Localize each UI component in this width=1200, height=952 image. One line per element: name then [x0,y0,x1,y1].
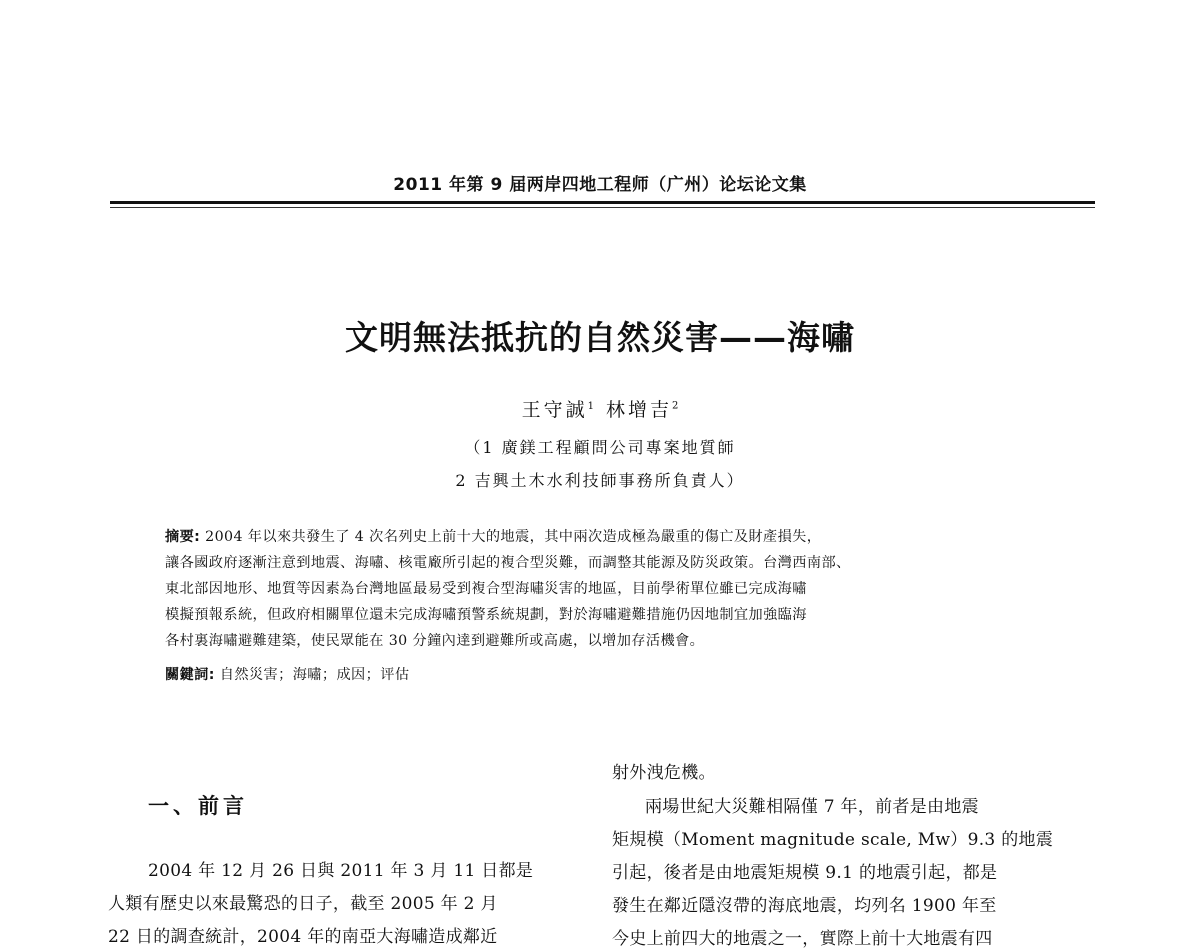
keywords-label: 關鍵詞: [165,667,215,683]
header-rule-thick [110,201,1095,204]
affiliation-line: 2 吉興土木水利技師事務所負責人） [455,471,745,490]
abstract-line [165,524,1045,550]
right-column-line: 引起，後者是由地震矩規模 9.1 的地震引起，都是 [612,863,998,883]
abstract-label: 摘要: [165,529,201,545]
right-column-line: 今史上前四大的地震之一，實際上前十大地震有四 [612,929,993,949]
keywords-line [165,664,409,684]
keywords-text: 自然災害；海嘯；成因；评估 [219,667,410,683]
author-superscript: 2 [672,400,679,412]
abstract-line: 東北部因地形、地質等因素為台灣地區最易受到複合型海嘯災害的地區，目前學術單位雖已完成海嘯 [165,581,807,597]
abstract-block [165,524,1045,654]
section-heading: 一、前言 [148,794,248,818]
header-rule-thin [110,207,1095,208]
right-column-line: 矩規模（Moment magnitude scale, Mw）9.3 的地震 [612,830,1054,850]
affiliation-line: （1 廣鎂工程顧問公司專案地質師 [464,438,736,457]
abstract-line: 讓各國政府逐漸注意到地震、海嘯、核電廠所引起的複合型災難，而調整其能源及防災政策。台灣西南部、 [165,555,851,571]
abstract-text: 2004 年以來共發生了 4 次名列史上前十大的地震，其中兩次造成極為嚴重的傷亡及財產損失， [205,529,822,545]
article-title: 文明無法抵抗的自然災害——海嘯 [345,318,855,357]
abstract-line: 模擬預報系統，但政府相關單位還未完成海嘯預警系統規劃，對於海嘯避難措施仍因地制宜加強臨海 [165,607,807,623]
right-column-line: 兩場世紀大災難相隔僅 7 年，前者是由地震 [645,797,979,817]
author-superscript: 1 [587,400,594,412]
author-name: 林增吉 [606,399,673,421]
authors-line [0,395,1200,422]
left-column-line: 22 日的調查統計，2004 年的南亞大海嘯造成鄰近 [108,927,498,947]
left-column-line: 2004 年 12 月 26 日與 2011 年 3 月 11 日都是 [148,861,534,881]
left-column-line: 人類有歷史以來最驚恐的日子，截至 2005 年 2 月 [108,894,498,914]
abstract-line: 各村裏海嘯避難建築，使民眾能在 30 分鐘內達到避難所或高處，以增加存活機會。 [165,633,705,649]
right-column-line: 射外洩危機。 [612,763,716,783]
right-column-line: 發生在鄰近隱沒帶的海底地震，均列名 1900 年至 [612,896,997,916]
author-name: 王守誠 [521,399,588,421]
running-header: 2011 年第 9 届两岸四地工程师（广州）论坛论文集 [393,175,807,195]
